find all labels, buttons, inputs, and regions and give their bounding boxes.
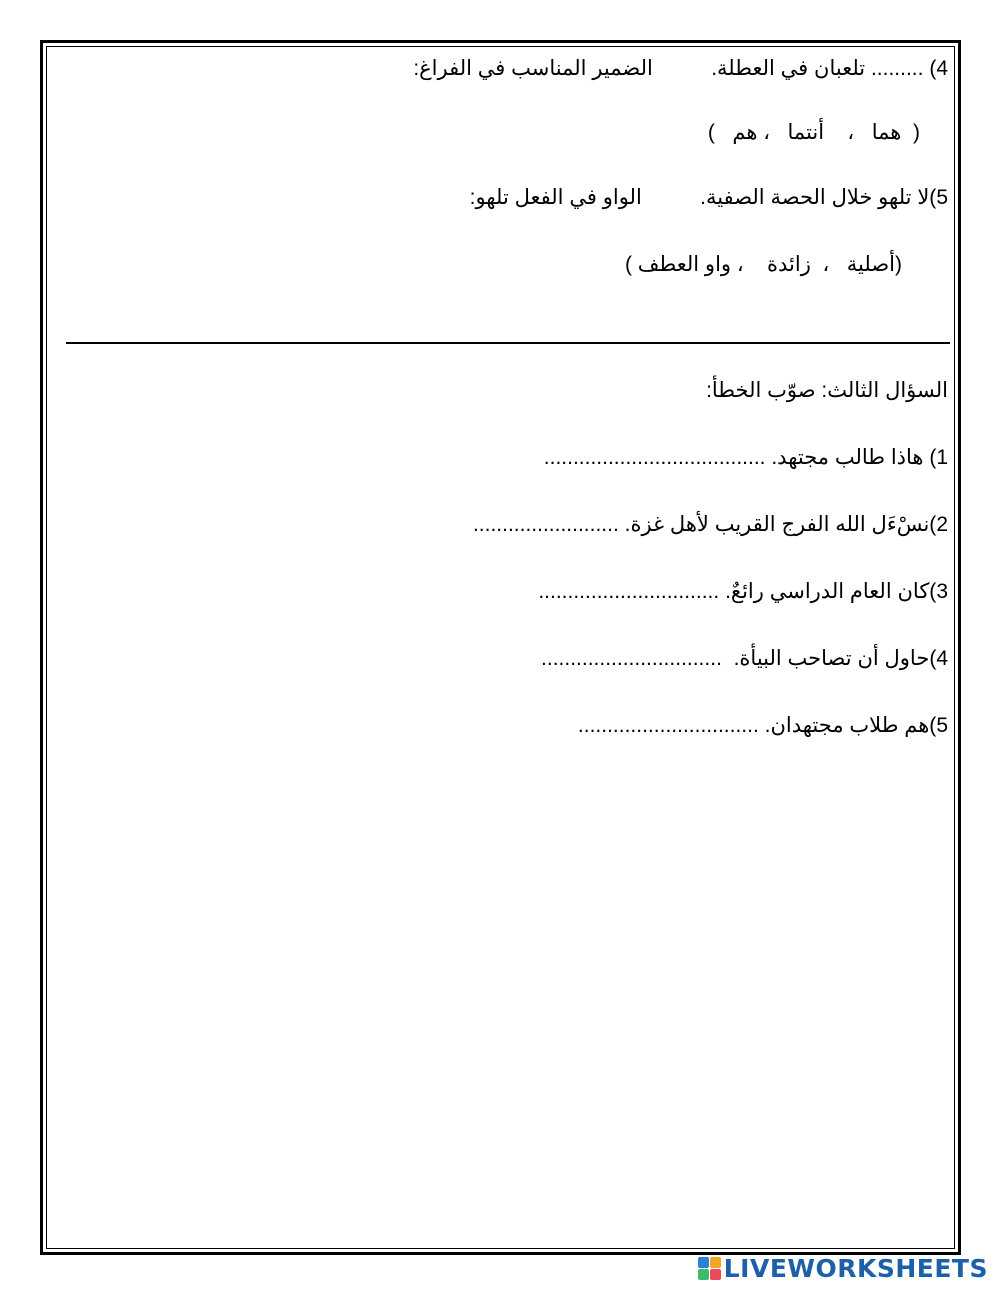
answer-blank[interactable]: ............................... [541, 647, 722, 670]
logo-square-1 [698, 1257, 709, 1268]
liveworksheets-logo-icon [698, 1257, 721, 1280]
brand-name: LIVEWORKSHEETS [723, 1254, 988, 1283]
item-text: 1) هاذا طالب مجتهد. [771, 446, 948, 469]
answer-blank[interactable]: ......................... [472, 513, 619, 536]
item-text: 3)كان العام الدراسي رائعٌ. [725, 580, 948, 603]
answer-blank[interactable]: ............................... [577, 714, 759, 737]
q4-instruction: الضمير المناسب في الفراغ: [413, 57, 653, 80]
logo-square-4 [710, 1269, 721, 1280]
logo-square-2 [710, 1257, 721, 1268]
answer-blank[interactable]: ............................... [538, 580, 720, 603]
q5-instruction: الواو في الفعل تلهو: [469, 186, 642, 209]
liveworksheets-brand [698, 1254, 988, 1283]
item-text: 5)هم طلاب مجتهدان. [764, 714, 948, 737]
section-divider [66, 342, 950, 344]
logo-square-3 [698, 1269, 709, 1280]
correction-item-2 [473, 511, 948, 539]
correction-item-5 [578, 712, 948, 740]
item-text: 2)نسْءَل الله الفرج القريب لأهل غزة. [624, 513, 948, 536]
section3-title: السؤال الثالث: صوّب الخطأ: [706, 379, 948, 402]
q4-line [413, 55, 948, 83]
q5-sentence: 5)لا تلهو خلال الحصة الصفية. [700, 186, 948, 209]
q5-line [470, 184, 948, 212]
q4-options: ( هما ، أنتما ، هم ) [707, 121, 920, 144]
item-text: 4)حاول أن تصاحب البيأة. [733, 647, 948, 670]
correction-item-1 [544, 444, 948, 472]
correction-item-3 [538, 578, 948, 606]
answer-blank[interactable]: ...................................... [543, 446, 766, 469]
q4-sentence: 4) ......... تلعبان في العطلة. [711, 57, 948, 80]
q5-options: (أصلية ، زائدة ، واو العطف ) [624, 253, 902, 276]
correction-item-4 [541, 645, 948, 673]
